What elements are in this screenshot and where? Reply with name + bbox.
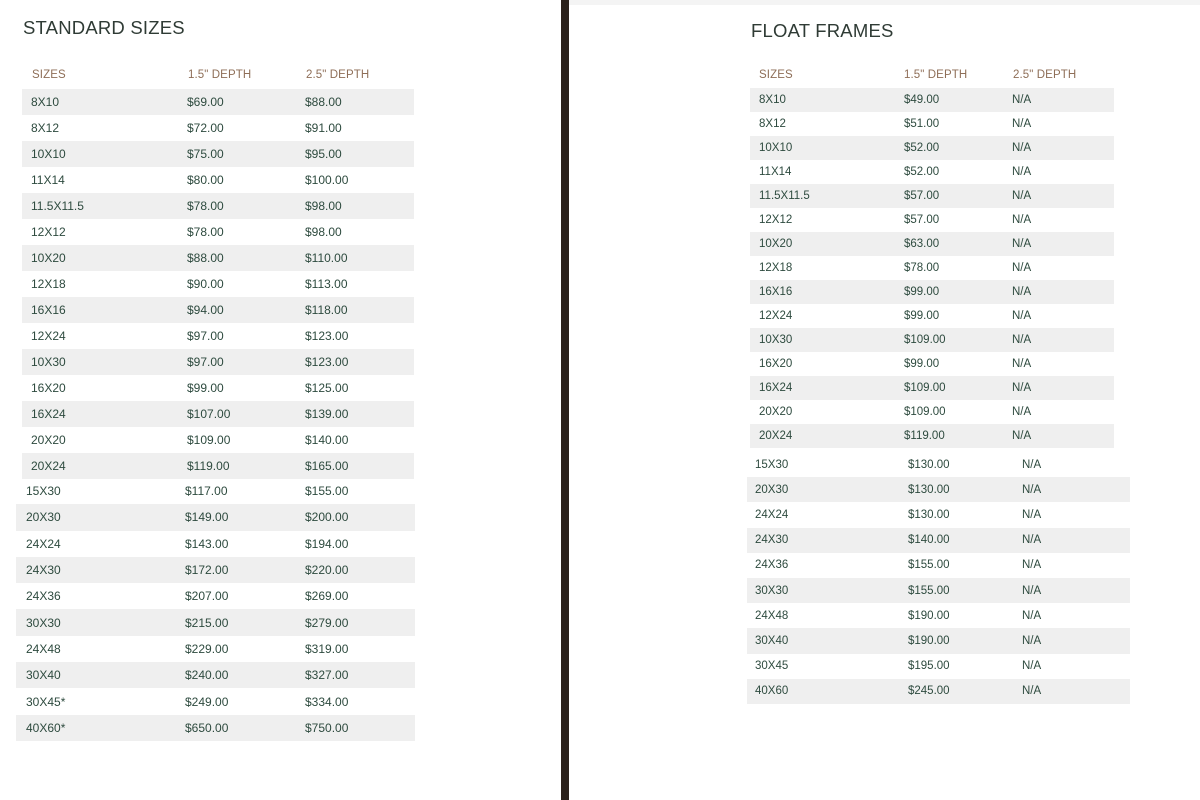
price-2-5-cell: $123.00 — [305, 355, 349, 369]
float-table-row — [750, 160, 1114, 184]
price-2-5-cell: $327.00 — [305, 668, 349, 683]
float-frames-panel — [569, 0, 1200, 800]
size-cell: 30X40 — [755, 634, 789, 647]
standard-table-row — [16, 583, 415, 609]
standard-table-row — [22, 401, 414, 427]
price-2-5-cell: $269.00 — [305, 589, 349, 604]
size-cell: 40X60* — [26, 720, 66, 735]
float-header-sizes: SIZES — [759, 69, 793, 81]
standard-table-row — [22, 89, 414, 115]
price-1-5-cell: $107.00 — [187, 407, 231, 421]
price-1-5-cell: $109.00 — [187, 433, 231, 447]
price-2-5-cell: N/A — [1022, 508, 1042, 521]
price-1-5-cell: $149.00 — [185, 510, 229, 525]
price-1-5-cell: $172.00 — [185, 563, 229, 578]
size-cell: 8X12 — [31, 121, 60, 135]
float-table-row — [750, 184, 1114, 208]
size-cell: 24X48 — [755, 609, 789, 622]
size-cell: 20X24 — [759, 430, 793, 442]
size-cell: 16X20 — [759, 358, 793, 370]
price-1-5-cell: $207.00 — [185, 589, 229, 604]
price-1-5-cell: $155.00 — [908, 559, 950, 572]
size-cell: 10X10 — [31, 147, 66, 161]
size-cell: 20X20 — [31, 433, 66, 447]
price-2-5-cell: $165.00 — [305, 459, 349, 473]
price-1-5-cell: $249.00 — [185, 694, 229, 709]
price-1-5-cell: $143.00 — [185, 536, 229, 551]
standard-table-row — [22, 245, 414, 271]
size-cell: 12X18 — [31, 277, 66, 291]
size-cell: 30X40 — [26, 668, 61, 683]
float-table-row — [750, 112, 1114, 136]
size-cell: 16X24 — [31, 407, 66, 421]
standard-table-row — [22, 297, 414, 323]
float-table-row — [747, 502, 1130, 527]
price-1-5-cell: $63.00 — [904, 238, 940, 250]
size-cell: 24X24 — [755, 508, 789, 521]
price-2-5-cell: N/A — [1022, 534, 1042, 547]
standard-table-row — [16, 688, 415, 714]
float-table-row — [747, 477, 1130, 502]
price-2-5-cell: $98.00 — [305, 199, 342, 213]
size-cell: 10X30 — [31, 355, 66, 369]
float-table-row — [750, 304, 1114, 328]
size-cell: 20X24 — [31, 459, 66, 473]
price-2-5-cell: $220.00 — [305, 563, 349, 578]
price-1-5-cell: $650.00 — [185, 720, 229, 735]
price-2-5-cell: $91.00 — [305, 121, 342, 135]
standard-price-table-lower — [0, 478, 415, 741]
price-2-5-cell: N/A — [1012, 262, 1032, 274]
float-table-row — [747, 553, 1130, 578]
price-2-5-cell: $155.00 — [305, 484, 349, 499]
price-2-5-cell: $125.00 — [305, 381, 349, 395]
size-cell: 12X12 — [31, 225, 66, 239]
float-table-row — [747, 603, 1130, 628]
price-1-5-cell: $245.00 — [908, 685, 950, 698]
standard-table-row — [16, 715, 415, 741]
standard-sizes-panel — [0, 0, 561, 800]
price-2-5-cell: N/A — [1012, 334, 1032, 346]
standard-sizes-title: STANDARD SIZES — [23, 17, 185, 38]
price-2-5-cell: N/A — [1012, 310, 1032, 322]
float-table-row — [750, 136, 1114, 160]
standard-table-row — [22, 115, 414, 141]
float-frames-title: FLOAT FRAMES — [751, 20, 894, 41]
size-cell: 8X10 — [759, 94, 786, 106]
price-1-5-cell: $69.00 — [187, 95, 224, 109]
price-2-5-cell: N/A — [1012, 430, 1032, 442]
price-2-5-cell: $88.00 — [305, 95, 342, 109]
size-cell: 30X45 — [755, 660, 789, 673]
price-1-5-cell: $78.00 — [187, 199, 224, 213]
price-1-5-cell: $52.00 — [904, 142, 940, 154]
price-1-5-cell: $109.00 — [904, 406, 946, 418]
size-cell: 24X24 — [26, 536, 61, 551]
price-1-5-cell: $78.00 — [187, 225, 224, 239]
price-2-5-cell: N/A — [1012, 190, 1032, 202]
price-2-5-cell: $750.00 — [305, 720, 349, 735]
price-1-5-cell: $72.00 — [187, 121, 224, 135]
price-1-5-cell: $57.00 — [904, 214, 940, 226]
standard-table-row — [16, 504, 415, 530]
size-cell: 16X16 — [759, 286, 793, 298]
price-2-5-cell: N/A — [1022, 483, 1042, 496]
price-2-5-cell: N/A — [1012, 358, 1032, 370]
standard-table-row — [22, 141, 414, 167]
price-2-5-cell: $95.00 — [305, 147, 342, 161]
price-1-5-cell: $117.00 — [185, 484, 228, 499]
size-cell: 24X36 — [755, 559, 789, 572]
size-cell: 10X20 — [31, 251, 66, 265]
float-table-row — [750, 376, 1114, 400]
price-2-5-cell: $279.00 — [305, 615, 349, 630]
size-cell: 16X24 — [759, 382, 793, 394]
size-cell: 20X20 — [759, 406, 793, 418]
float-price-table-lower — [569, 452, 1130, 704]
price-1-5-cell: $57.00 — [904, 190, 940, 202]
size-cell: 8X12 — [759, 118, 786, 130]
price-2-5-cell: N/A — [1012, 382, 1032, 394]
price-1-5-cell: $52.00 — [904, 166, 940, 178]
price-1-5-cell: $195.00 — [908, 660, 950, 673]
price-2-5-cell: $140.00 — [305, 433, 349, 447]
price-2-5-cell: N/A — [1022, 660, 1042, 673]
size-cell: 15X30 — [26, 484, 61, 499]
price-2-5-cell: $123.00 — [305, 329, 349, 343]
price-2-5-cell: $113.00 — [305, 277, 348, 291]
price-1-5-cell: $99.00 — [904, 310, 940, 322]
price-2-5-cell: N/A — [1012, 166, 1032, 178]
float-table-row — [750, 352, 1114, 376]
price-2-5-cell: $110.00 — [305, 251, 348, 265]
float-table-row — [747, 452, 1130, 477]
size-cell: 11X14 — [759, 166, 792, 178]
price-1-5-cell: $88.00 — [187, 251, 224, 265]
size-cell: 15X30 — [755, 458, 789, 471]
float-header-depth-1-5: 1.5" DEPTH — [904, 69, 968, 81]
price-2-5-cell: N/A — [1022, 609, 1042, 622]
size-cell: 16X20 — [31, 381, 66, 395]
size-cell: 10X20 — [759, 238, 793, 250]
price-1-5-cell: $97.00 — [187, 329, 224, 343]
price-1-5-cell: $90.00 — [187, 277, 224, 291]
standard-table-row — [16, 636, 415, 662]
price-2-5-cell: N/A — [1022, 634, 1042, 647]
standard-header-depth-1-5: 1.5" DEPTH — [188, 69, 252, 81]
price-2-5-cell: $319.00 — [305, 641, 349, 656]
size-cell: 12X12 — [759, 214, 793, 226]
price-1-5-cell: $240.00 — [185, 668, 229, 683]
price-1-5-cell: $99.00 — [904, 358, 940, 370]
size-cell: 8X10 — [31, 95, 60, 109]
standard-table-row — [16, 531, 415, 557]
price-2-5-cell: $200.00 — [305, 510, 349, 525]
size-cell: 10X10 — [759, 142, 793, 154]
price-2-5-cell: N/A — [1012, 94, 1032, 106]
price-2-5-cell: $334.00 — [305, 694, 349, 709]
standard-price-table-upper — [0, 89, 414, 479]
price-1-5-cell: $190.00 — [908, 609, 950, 622]
size-cell: 16X16 — [31, 303, 66, 317]
float-price-table-upper — [569, 88, 1114, 448]
float-table-row — [750, 328, 1114, 352]
size-cell: 20X30 — [26, 510, 61, 525]
price-1-5-cell: $130.00 — [908, 508, 950, 521]
standard-table-row — [22, 167, 414, 193]
price-1-5-cell: $75.00 — [187, 147, 224, 161]
size-cell: 12X24 — [759, 310, 793, 322]
size-cell: 12X24 — [31, 329, 66, 343]
float-table-row — [750, 88, 1114, 112]
price-1-5-cell: $99.00 — [187, 381, 224, 395]
float-table-row — [750, 280, 1114, 304]
float-table-row — [747, 578, 1130, 603]
float-table-row — [747, 628, 1130, 653]
price-2-5-cell: $118.00 — [305, 303, 348, 317]
float-table-row — [750, 256, 1114, 280]
standard-table-row — [22, 323, 414, 349]
float-table-row — [747, 679, 1130, 704]
price-2-5-cell: N/A — [1022, 458, 1042, 471]
size-cell: 10X30 — [759, 334, 793, 346]
price-1-5-cell: $119.00 — [187, 459, 230, 473]
price-1-5-cell: $229.00 — [185, 641, 229, 656]
price-2-5-cell: N/A — [1012, 118, 1032, 130]
float-table-row — [750, 208, 1114, 232]
price-2-5-cell: $194.00 — [305, 536, 349, 551]
standard-table-row — [16, 478, 415, 504]
size-cell: 20X30 — [755, 483, 789, 496]
standard-table-row — [22, 453, 414, 479]
price-1-5-cell: $215.00 — [185, 615, 229, 630]
price-2-5-cell: $100.00 — [305, 173, 349, 187]
standard-table-row — [16, 557, 415, 583]
size-cell: 30X45* — [26, 694, 66, 709]
size-cell: 30X30 — [26, 615, 61, 630]
standard-table-row — [22, 219, 414, 245]
price-2-5-cell: N/A — [1022, 685, 1042, 698]
price-1-5-cell: $155.00 — [908, 584, 950, 597]
size-cell: 11.5X11.5 — [31, 199, 84, 213]
standard-table-row — [22, 427, 414, 453]
size-cell: 12X18 — [759, 262, 793, 274]
price-2-5-cell: N/A — [1012, 286, 1032, 298]
price-1-5-cell: $94.00 — [187, 303, 224, 317]
panel-divider — [561, 0, 569, 800]
float-table-row — [750, 424, 1114, 448]
float-table-row — [747, 654, 1130, 679]
size-cell: 30X30 — [755, 584, 789, 597]
price-1-5-cell: $109.00 — [904, 334, 946, 346]
standard-table-row — [22, 349, 414, 375]
price-2-5-cell: N/A — [1012, 142, 1032, 154]
standard-table-row — [22, 375, 414, 401]
price-2-5-cell: N/A — [1022, 584, 1042, 597]
size-cell: 24X30 — [26, 563, 61, 578]
price-2-5-cell: $98.00 — [305, 225, 342, 239]
float-header-depth-2-5: 2.5" DEPTH — [1013, 69, 1077, 81]
price-2-5-cell: N/A — [1012, 214, 1032, 226]
standard-table-row — [22, 193, 414, 219]
price-1-5-cell: $119.00 — [904, 430, 945, 442]
price-1-5-cell: $49.00 — [904, 94, 940, 106]
float-table-row — [747, 528, 1130, 553]
float-table-row — [750, 232, 1114, 256]
price-2-5-cell: N/A — [1012, 406, 1032, 418]
price-1-5-cell: $97.00 — [187, 355, 224, 369]
price-1-5-cell: $190.00 — [908, 634, 950, 647]
price-1-5-cell: $130.00 — [908, 458, 950, 471]
float-table-row — [750, 400, 1114, 424]
standard-header-depth-2-5: 2.5" DEPTH — [306, 69, 370, 81]
price-1-5-cell: $78.00 — [904, 262, 940, 274]
price-1-5-cell: $109.00 — [904, 382, 946, 394]
size-cell: 40X60 — [755, 685, 789, 698]
size-cell: 24X36 — [26, 589, 61, 604]
standard-table-row — [22, 271, 414, 297]
standard-table-row — [16, 609, 415, 635]
price-1-5-cell: $51.00 — [904, 118, 940, 130]
price-1-5-cell: $80.00 — [187, 173, 224, 187]
size-cell: 11X14 — [31, 173, 65, 187]
size-cell: 11.5X11.5 — [759, 190, 810, 202]
price-2-5-cell: $139.00 — [305, 407, 349, 421]
price-1-5-cell: $130.00 — [908, 483, 950, 496]
price-1-5-cell: $140.00 — [908, 534, 950, 547]
size-cell: 24X30 — [755, 534, 789, 547]
price-2-5-cell: N/A — [1012, 238, 1032, 250]
price-1-5-cell: $99.00 — [904, 286, 940, 298]
standard-header-sizes: SIZES — [32, 69, 66, 81]
price-2-5-cell: N/A — [1022, 559, 1042, 572]
standard-table-row — [16, 662, 415, 688]
size-cell: 24X48 — [26, 641, 61, 656]
